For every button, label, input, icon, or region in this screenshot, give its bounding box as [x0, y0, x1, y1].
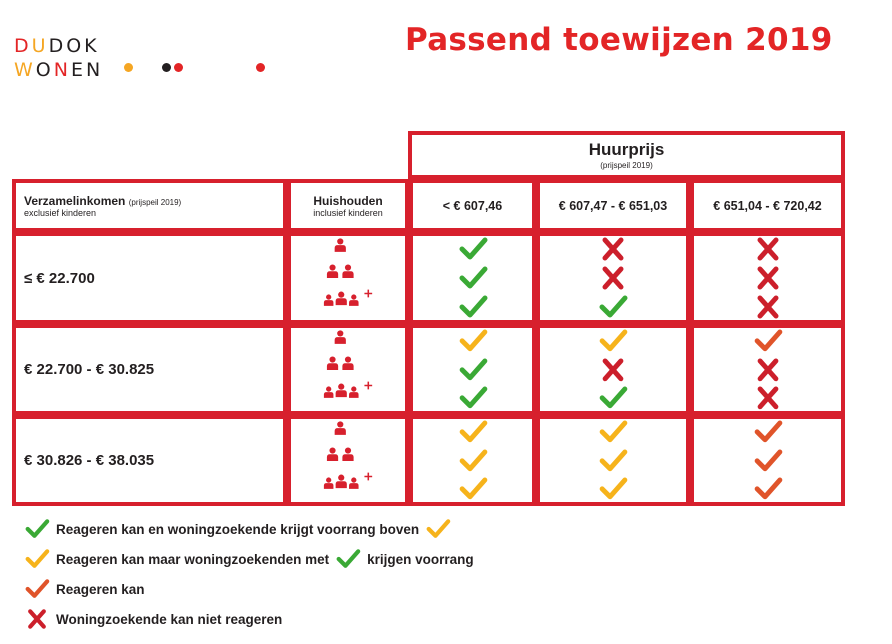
household-column-header [287, 179, 409, 232]
table-row-3-cell-2 [536, 415, 690, 506]
legend-item-4 [24, 604, 474, 634]
yellow-check-icon [24, 548, 50, 570]
logo-dot-icon [256, 63, 265, 72]
logo-letter: D [48, 35, 67, 57]
legend-mark-slot [24, 578, 50, 600]
single-person-icon [335, 330, 346, 344]
legend-item-1 [24, 514, 474, 544]
yellow-check-icon [458, 328, 488, 354]
yellow-check-icon [458, 448, 488, 474]
household-icons [319, 329, 377, 411]
table-row-2-income [12, 324, 287, 415]
income-range: ≤ € 22.700 [24, 269, 95, 287]
legend-mark-slot [24, 608, 50, 630]
yellow-check-icon [598, 476, 628, 502]
two-persons-icon [327, 356, 354, 370]
green-check-icon [598, 294, 628, 320]
logo-dot-icon [174, 63, 183, 72]
logo-dot-icon [162, 63, 171, 72]
page-title: Passend toewijzen 2019 [405, 22, 833, 58]
logo-letter: U [31, 35, 49, 57]
table-row-1-household [287, 232, 409, 324]
table-row-1-cell-2 [536, 232, 690, 324]
logo-line-dudok [14, 34, 103, 58]
legend-text: Reageren kan en woningzoekende krijgt voorrang boven [56, 521, 420, 537]
logo-letter: W [14, 59, 36, 81]
legend-text-after: krijgen voorrang [367, 551, 474, 567]
red-cross-icon [753, 265, 783, 291]
single-person-icon [335, 238, 346, 252]
logo-letter: K [84, 35, 100, 57]
income-column-header [12, 179, 287, 232]
yellow-check-icon [598, 328, 628, 354]
green-check-icon [24, 518, 50, 540]
green-check-icon [598, 385, 628, 411]
legend-item-3 [24, 574, 474, 604]
income-header-label: Verzamelinkomen [24, 193, 126, 208]
green-check-icon [458, 265, 488, 291]
orange-check-icon [753, 419, 783, 445]
legend-mark-slot [24, 518, 50, 540]
two-persons-icon [327, 447, 354, 461]
table-row-2-cell-3 [690, 324, 845, 415]
price-column-header-2: € 607,47 - € 651,03 [536, 179, 690, 232]
red-cross-icon [753, 357, 783, 383]
orange-check-icon [753, 328, 783, 354]
two-persons-icon [327, 264, 354, 278]
yellow-check-icon [458, 476, 488, 502]
table-row-2-household [287, 324, 409, 415]
green-check-icon [458, 294, 488, 320]
household-header-label: Huishouden [313, 193, 383, 208]
green-check-icon [458, 236, 488, 262]
red-cross-icon [24, 608, 50, 630]
income-header-sub: (prijspeil 2019) [128, 197, 182, 207]
logo-letter: N [53, 59, 71, 81]
green-check-icon [335, 548, 361, 570]
family-plus-icon [324, 290, 372, 306]
table-row-2-cell-1 [409, 324, 536, 415]
logo-letter: O [35, 59, 54, 81]
household-icons [319, 420, 377, 502]
legend-mark-slot [425, 518, 451, 540]
red-cross-icon [598, 357, 628, 383]
orange-check-icon [24, 578, 50, 600]
red-cross-icon [598, 236, 628, 262]
yellow-check-icon [458, 419, 488, 445]
price-column-header-3: € 651,04 - € 720,42 [690, 179, 845, 232]
table-row-1-cell-1 [409, 232, 536, 324]
red-cross-icon [753, 294, 783, 320]
table-row-3-cell-1 [409, 415, 536, 506]
table-row-3-income [12, 415, 287, 506]
green-check-icon [458, 385, 488, 411]
income-header-title [24, 194, 275, 208]
single-person-icon [335, 421, 346, 435]
legend-item-2 [24, 544, 474, 574]
legend-text: Reageren kan [56, 581, 145, 597]
logo-line-wonen [14, 58, 103, 82]
household-header-note: inclusief kinderen [313, 207, 383, 218]
red-cross-icon [598, 265, 628, 291]
income-header-note: exclusief kinderen [24, 207, 97, 218]
table-row-2-cell-2 [536, 324, 690, 415]
orange-check-icon [753, 476, 783, 502]
income-range: € 22.700 - € 30.825 [24, 361, 155, 378]
legend-text: Reageren kan maar woningzoekenden met [56, 551, 330, 567]
huurprijs-header [408, 131, 845, 179]
dudok-wonen-logo [14, 34, 103, 82]
yellow-check-icon [598, 448, 628, 474]
yellow-check-icon [598, 419, 628, 445]
family-plus-icon [324, 472, 372, 488]
logo-letter: E [70, 59, 86, 81]
logo-letter: D [14, 35, 32, 57]
table-row-3-household [287, 415, 409, 506]
price-column-header-1: < € 607,46 [409, 179, 536, 232]
income-range: € 30.826 - € 38.035 [24, 452, 155, 469]
logo-letter: N [86, 59, 104, 81]
legend-text: Woningzoekende kan niet reageren [56, 611, 283, 627]
family-plus-icon [324, 381, 372, 397]
red-cross-icon [753, 236, 783, 262]
green-check-icon [458, 357, 488, 383]
table-row-1-income [12, 232, 287, 324]
legend [24, 514, 474, 634]
huurprijs-subtitle: (prijspeil 2019) [600, 161, 653, 170]
table-row-1-cell-3 [690, 232, 845, 324]
legend-mark-slot [335, 548, 361, 570]
huurprijs-title: Huurprijs [588, 140, 665, 159]
legend-mark-slot [24, 548, 50, 570]
logo-letter: O [66, 35, 85, 57]
logo-dot-icon [124, 63, 133, 72]
table-row-3-cell-3 [690, 415, 845, 506]
red-cross-icon [753, 385, 783, 411]
yellow-check-icon [425, 518, 451, 540]
orange-check-icon [753, 448, 783, 474]
household-icons [319, 237, 377, 319]
